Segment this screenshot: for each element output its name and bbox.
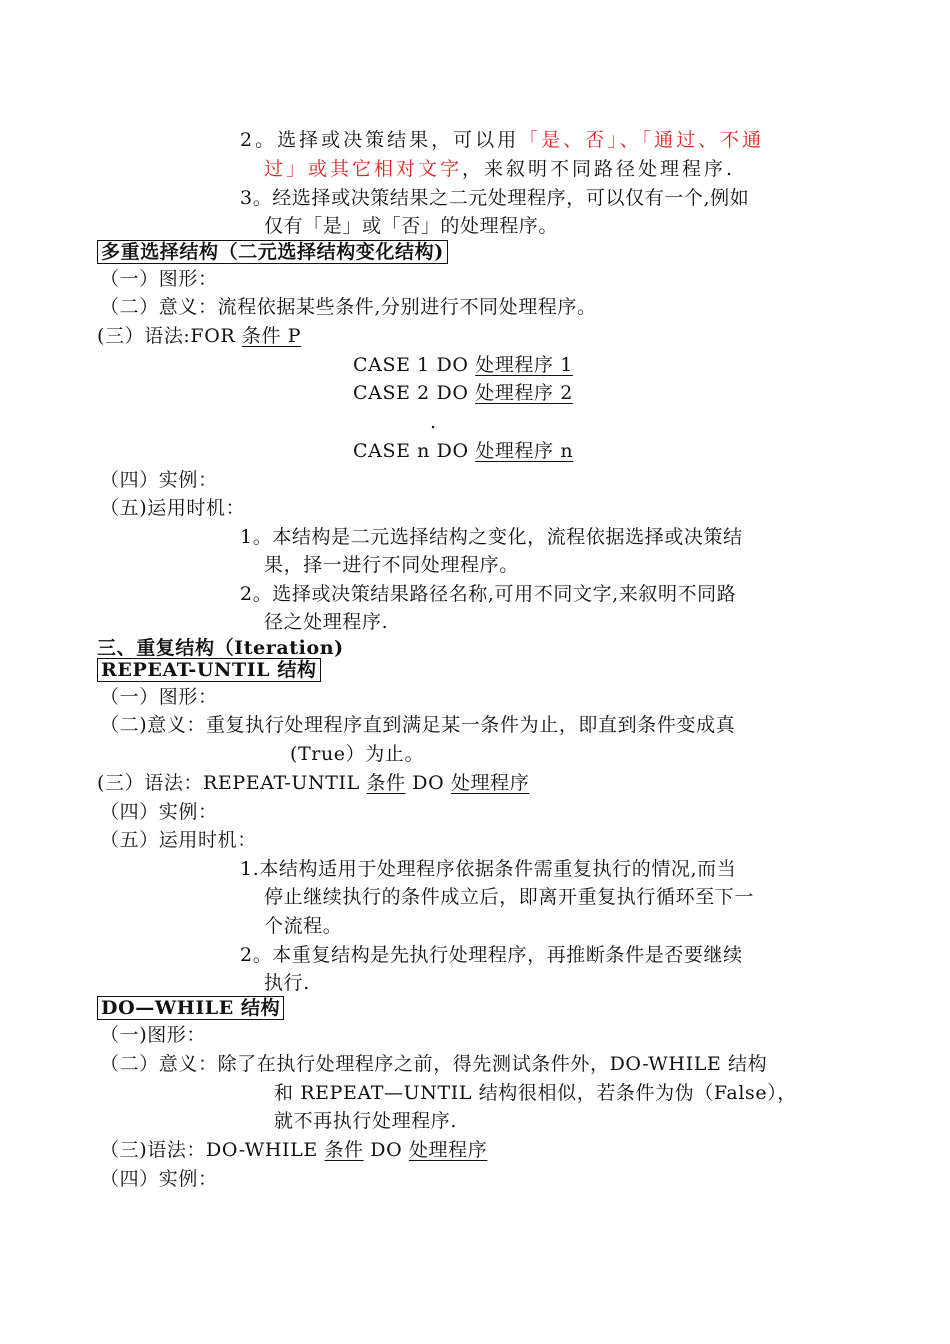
multi-timing-label: （五)运用时机： bbox=[100, 497, 246, 519]
list-item-2-line-1: 2。选择或决策结果，可以用「是、否」、「通过、不通 bbox=[240, 129, 765, 151]
dowhile-meaning-line-3: 就不再执行处理程序. bbox=[274, 1110, 458, 1132]
repeat-example-label: （四）实例： bbox=[100, 801, 218, 823]
dowhile-example-label: （四）实例： bbox=[100, 1168, 218, 1190]
multi-case-n: CASE n DO 处理程序 n bbox=[353, 440, 574, 462]
multi-case-1: CASE 1 DO 处理程序 1 bbox=[353, 354, 573, 376]
multi-syntax: (三）语法:FOR 条件 P bbox=[97, 325, 302, 347]
repeat-timing-1-line-1: 1.本结构适用于处理程序依据条件需重复执行的情况,而当 bbox=[240, 858, 737, 880]
multi-graph-label: （一）图形： bbox=[100, 268, 218, 290]
multi-example-label: （四）实例： bbox=[100, 469, 218, 491]
list-item-2-line-2: 过」或其它相对文字，来叙明不同路径处理程序. bbox=[264, 158, 736, 180]
multi-timing-2-line-2: 径之处理程序. bbox=[264, 611, 389, 633]
subsection-heading-do-while: DO—WHILE 结构 bbox=[97, 996, 284, 1020]
highlight-text: 过」或其它相对文字 bbox=[264, 158, 463, 180]
multi-meaning: （二）意义：流程依据某些条件,分别进行不同处理程序。 bbox=[100, 296, 597, 318]
dowhile-meaning-line-1: （二）意义：除了在执行处理程序之前，得先测试条件外，DO-WHILE 结构 bbox=[100, 1053, 768, 1075]
dowhile-syntax: （三)语法：DO-WHILE 条件 DO 处理程序 bbox=[100, 1139, 488, 1161]
multi-timing-1-line-1: 1。本结构是二元选择结构之变化，流程依据选择或决策结 bbox=[240, 526, 743, 548]
multi-timing-2-line-1: 2。选择或决策结果路径名称,可用不同文字,来叙明不同路 bbox=[240, 583, 737, 605]
multi-case-2: CASE 2 DO 处理程序 2 bbox=[353, 382, 573, 404]
repeat-timing-1-line-3: 个流程。 bbox=[264, 915, 343, 937]
highlight-text: 「是、否」、「通过、不通 bbox=[519, 129, 765, 151]
dowhile-meaning-line-2: 和 REPEAT—UNTIL 结构很相似，若条件为伪（False）， bbox=[274, 1082, 797, 1104]
list-item-3-line-1: 3。经选择或决策结果之二元处理程序，可以仅有一个,例如 bbox=[240, 187, 750, 209]
multi-ellipsis-dot: . bbox=[430, 411, 437, 433]
repeat-syntax: (三）语法：REPEAT-UNTIL 条件 DO 处理程序 bbox=[97, 772, 530, 794]
repeat-meaning-line-2: (True）为止。 bbox=[290, 743, 425, 765]
repeat-timing-label: （五）运用时机： bbox=[100, 829, 257, 851]
subsection-heading-repeat-until: REPEAT-UNTIL 结构 bbox=[97, 658, 321, 682]
multi-timing-1-line-2: 果，择一进行不同处理程序。 bbox=[264, 554, 519, 576]
repeat-meaning-line-1: （二)意义：重复执行处理程序直到满足某一条件为止，即直到条件变成真 bbox=[100, 714, 736, 736]
section-heading-multi-choice: 多重选择结构（二元选择结构变化结构) bbox=[97, 240, 448, 264]
repeat-graph-label: （一）图形： bbox=[100, 686, 218, 708]
repeat-timing-2-line-2: 执行. bbox=[264, 972, 310, 994]
repeat-timing-1-line-2: 停止继续执行的条件成立后，即离开重复执行循环至下一 bbox=[264, 886, 755, 908]
list-item-3-line-2: 仅有「是」或「否」的处理程序。 bbox=[264, 215, 559, 237]
dowhile-graph-label: （一)图形： bbox=[100, 1024, 207, 1046]
repeat-timing-2-line-1: 2。本重复结构是先执行处理程序，再推断条件是否要继续 bbox=[240, 944, 743, 966]
section-heading-iteration: 三、重复结构（Iteration) bbox=[97, 637, 344, 659]
